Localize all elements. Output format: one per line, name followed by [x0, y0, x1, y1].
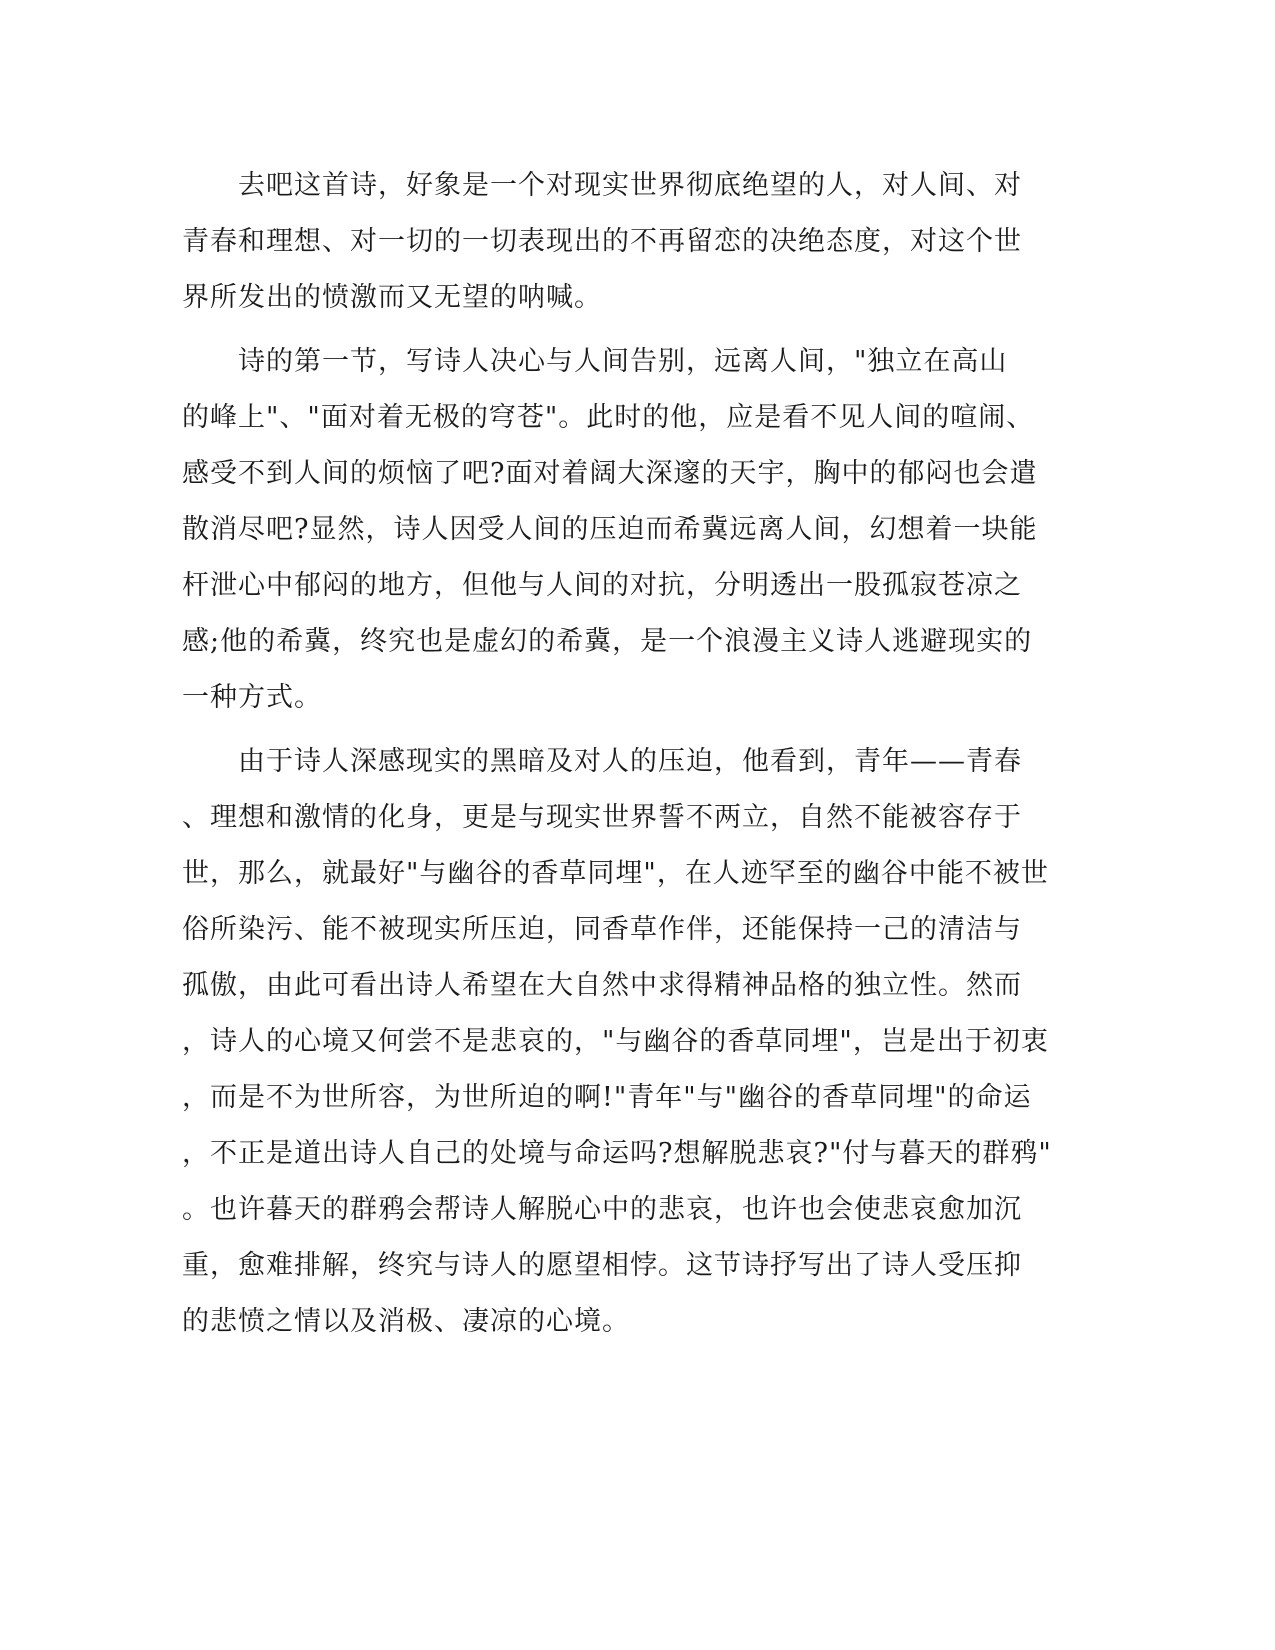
text-line: 重，愈难排解，终究与诗人的愿望相悖。这节诗抒写出了诗人受压抑 [182, 1250, 1022, 1281]
text-line: 诗的第一节，写诗人决心与人间告别，远离人间，"独立在高山 [182, 346, 1008, 377]
paragraph-spacer [182, 326, 1042, 334]
paragraph-3 [182, 734, 1052, 1350]
text-line: 感受不到人间的烦恼了吧?面对着阔大深邃的天宇，胸中的郁闷也会遣 [182, 458, 1038, 489]
paragraph-spacer [182, 726, 1042, 734]
text-line: 去吧这首诗，好象是一个对现实世界彻底绝望的人，对人间、对 [182, 170, 1022, 201]
text-line: 由于诗人深感现实的黑暗及对人的压迫，他看到，青年——青春 [182, 746, 1022, 777]
body-text [182, 158, 1052, 1350]
paragraph-2 [182, 334, 1042, 726]
text-line: 一种方式。 [182, 682, 322, 713]
text-line: 孤傲，由此可看出诗人希望在大自然中求得精神品格的独立性。然而 [182, 970, 1022, 1001]
text-line: 世，那么，就最好"与幽谷的香草同埋"，在人迹罕至的幽谷中能不被世 [182, 858, 1049, 889]
text-line: 俗所染污、能不被现实所压迫，同香草作伴，还能保持一己的清洁与 [182, 914, 1022, 945]
text-line: ，而是不为世所容，为世所迫的啊!"青年"与"幽谷的香草同埋"的命运 [182, 1082, 1032, 1113]
text-line: 散消尽吧?显然，诗人因受人间的压迫而希冀远离人间，幻想着一块能 [182, 514, 1038, 545]
text-line: 的悲愤之情以及消极、凄凉的心境。 [182, 1306, 630, 1337]
text-line: 的峰上"、"面对着无极的穹苍"。此时的他，应是看不见人间的喧闹、 [182, 402, 1035, 433]
text-line: 界所发出的愤激而又无望的呐喊。 [182, 282, 602, 313]
text-line: 。也许暮天的群鸦会帮诗人解脱心中的悲哀，也许也会使悲哀愈加沉 [182, 1194, 1022, 1225]
text-line: ，诗人的心境又何尝不是悲哀的，"与幽谷的香草同埋"，岂是出于初衷 [182, 1026, 1049, 1057]
paragraph-1 [182, 158, 1042, 326]
text-line: 、理想和激情的化身，更是与现实世界誓不两立，自然不能被容存于 [182, 802, 1022, 833]
text-line: 青春和理想、对一切的一切表现出的不再留恋的决绝态度，对这个世 [182, 226, 1022, 257]
text-line: ，不正是道出诗人自己的处境与命运吗?想解脱悲哀?"付与暮天的群鸦" [182, 1138, 1052, 1169]
text-line: 感;他的希冀，终究也是虚幻的希冀，是一个浪漫主义诗人逃避现实的 [182, 626, 1033, 657]
text-line: 杆泄心中郁闷的地方，但他与人间的对抗，分明透出一股孤寂苍凉之 [182, 570, 1022, 601]
